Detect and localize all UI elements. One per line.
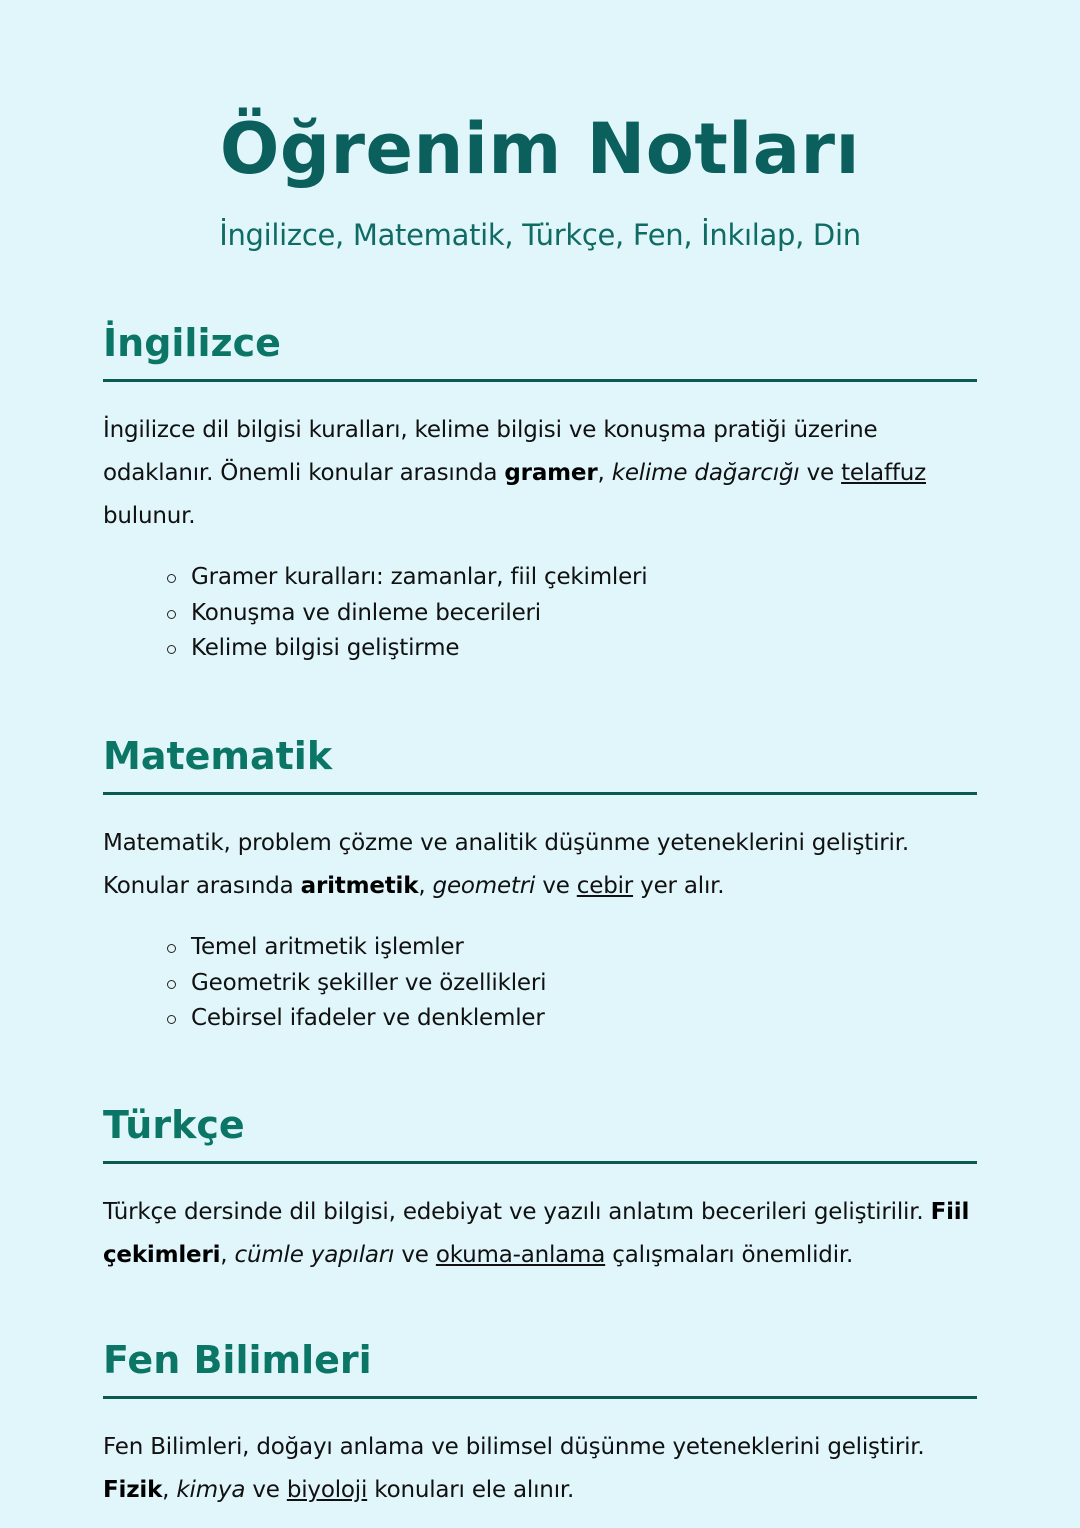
bullet-circle-icon xyxy=(167,1015,176,1024)
bullet-circle-icon xyxy=(167,944,176,953)
list-item-text: Cebirsel ifadeler ve denklemler xyxy=(191,1005,545,1031)
section-paragraph xyxy=(103,822,977,908)
section-heading: İngilizce xyxy=(103,321,281,365)
underlined-term: biyoloji xyxy=(286,1477,368,1503)
section-divider xyxy=(103,1396,977,1399)
list-item-text: Temel aritmetik işlemler xyxy=(191,934,464,960)
section-turkce xyxy=(103,1097,977,1277)
section-paragraph xyxy=(103,1426,977,1512)
section-divider xyxy=(103,792,977,795)
list-item-text: Gramer kuralları: zamanlar, fiil çekimleri xyxy=(191,564,648,590)
list-item-text: Konuşma ve dinleme becerileri xyxy=(191,599,541,626)
list-item xyxy=(165,596,977,632)
list-item xyxy=(165,930,977,966)
page-subtitle: İngilizce, Matematik, Türkçe, Fen, İnkılap, Din xyxy=(219,218,861,252)
list-item xyxy=(165,560,977,596)
list-item xyxy=(165,1001,977,1037)
page-title: Öğrenim Notları xyxy=(219,108,861,190)
bullet-circle-icon xyxy=(167,645,176,654)
paragraph-text: Matematik, problem çözme ve analitik düşünme yeteneklerini geliştirir. Konular arasında xyxy=(103,830,909,899)
section-heading: Fen Bilimleri xyxy=(103,1338,372,1382)
paragraph-text: ve xyxy=(394,1242,436,1268)
paragraph-text: Fen Bilimleri, doğayı anlama ve bilimsel düşünme yeteneklerini geliştirir. xyxy=(103,1434,925,1460)
section-matematik xyxy=(103,728,977,1037)
underlined-term: telaffuz xyxy=(841,460,926,486)
bullet-circle-icon xyxy=(167,574,176,583)
list-item xyxy=(165,631,977,667)
section-divider xyxy=(103,1161,977,1164)
list-item-text: Geometrik şekiller ve özellikleri xyxy=(191,969,547,996)
bullet-circle-icon xyxy=(167,610,176,619)
section-heading: Türkçe xyxy=(103,1103,245,1147)
paragraph-text: ve xyxy=(535,873,577,899)
bold-term: Fiil çekimleri xyxy=(103,1199,970,1268)
section-paragraph xyxy=(103,409,977,538)
paragraph-text: ve xyxy=(245,1477,287,1503)
list-item xyxy=(165,966,977,1002)
paragraph-text: , xyxy=(597,460,612,486)
paragraph-text: İngilizce dil bilgisi kuralları, kelime bilgisi ve konuşma pratiği üzerine odaklanır. Önemli konular arasında xyxy=(103,417,878,486)
italic-term: kimya xyxy=(176,1477,246,1503)
paragraph-text: bulunur. xyxy=(103,503,196,529)
bold-term: Fizik xyxy=(103,1477,163,1503)
paragraph-text: Türkçe dersinde dil bilgisi, edebiyat ve yazılı anlatım becerileri geliştirilir. xyxy=(103,1199,931,1225)
italic-term: geometri xyxy=(432,873,536,899)
section-heading: Matematik xyxy=(103,734,333,778)
italic-term: cümle yapıları xyxy=(234,1242,395,1268)
section-divider xyxy=(103,379,977,382)
bold-term: aritmetik xyxy=(300,873,419,899)
paragraph-text: çalışmaları önemlidir. xyxy=(605,1242,854,1268)
underlined-term: cebir xyxy=(576,873,634,899)
paragraph-text: yer alır. xyxy=(633,873,725,899)
bullet-list xyxy=(103,560,977,667)
underlined-term: okuma-anlama xyxy=(435,1242,606,1268)
section-paragraph xyxy=(103,1191,977,1277)
section-fen-bilimleri xyxy=(103,1332,977,1512)
italic-term: kelime dağarcığı xyxy=(611,460,800,486)
paragraph-text: ve xyxy=(799,460,842,486)
bullet-circle-icon xyxy=(167,980,176,989)
bold-term: gramer xyxy=(504,460,598,486)
paragraph-text: , xyxy=(418,873,433,899)
section-ingilizce xyxy=(103,315,977,667)
paragraph-text: , xyxy=(162,1477,177,1503)
paragraph-text: , xyxy=(220,1242,235,1268)
bullet-list xyxy=(103,930,977,1037)
list-item-text: Kelime bilgisi geliştirme xyxy=(191,635,460,661)
paragraph-text: konuları ele alınır. xyxy=(367,1477,575,1503)
